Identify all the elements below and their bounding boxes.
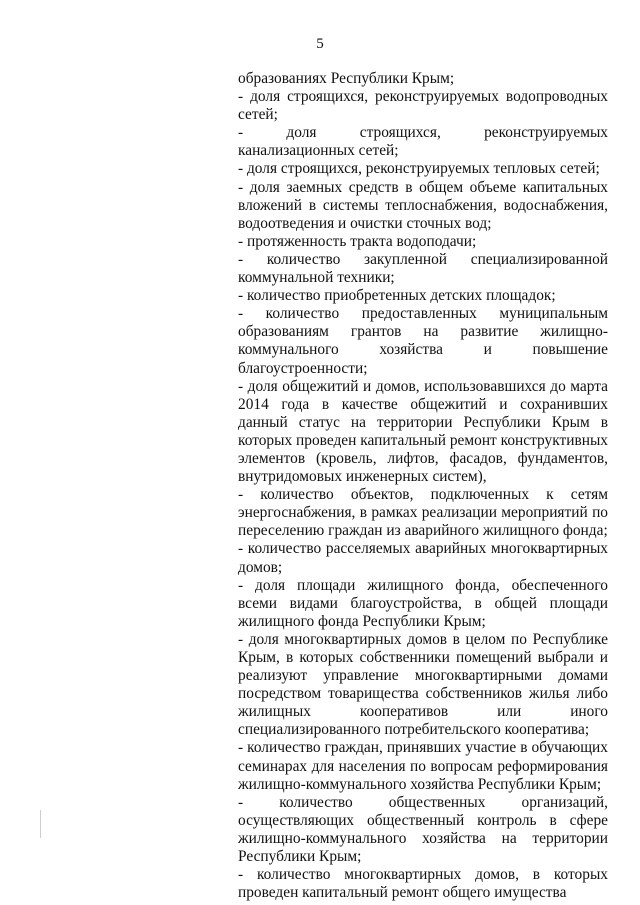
paragraph-3: - доля строящихся, реконструируемых канализационных сетей;: [238, 124, 608, 160]
paragraph-17: - количество многоквартирных домов, в которых проведен капитальный ремонт общего имущества: [238, 866, 608, 902]
paragraph-7: - количество закупленной специализированной коммунальной техники;: [238, 250, 608, 287]
paragraph-9: - количество предоставленных муниципальным образованиям грантов на развитие жилищно-коммунального хозяйства и повышение благоустроенности;: [238, 305, 608, 377]
paragraph-10: - доля общежитий и домов, использовавшихся до марта 2014 года в качестве общежитий и сохранивших данный статус на территории Республики Крым в которых проведен капитальный ремонт конструктивных элементов (кровель, лифтов, фасадов, фундаментов, внутридомовых инженерных систем),: [238, 377, 608, 486]
paragraph-12: - количество расселяемых аварийных многоквартирных домов;: [238, 540, 608, 576]
paragraph-16: - количество общественных организаций, осуществляющих общественный контроль в сфере жилищно-коммунального хозяйства на территории Республики Крым;: [238, 793, 608, 866]
page-number: 5: [316, 36, 324, 52]
paragraph-2: - доля строящихся, реконструируемых водопроводных сетей;: [238, 88, 608, 124]
paragraph-8: - количество приобретенных детских площадок;: [238, 287, 556, 305]
paragraph-13: - доля площади жилищного фонда, обеспеченного всеми видами благоустройства, в общей площади жилищного фонда Республики Крым;: [238, 576, 608, 630]
paragraph-4: - доля строящихся, реконструируемых тепловых сетей;: [238, 160, 600, 178]
paragraph-14: - доля многоквартирных домов в целом по Республике Крым, в которых собственники помещений выбрали и реализуют управление многоквартирными домами посредством товарищества собственников жилья либо жилищных кооперативов или иного специализированного потребительского кооператива;: [238, 630, 608, 739]
paragraph-1: образованиях Республики Крым;: [238, 70, 455, 87]
paragraph-5: - доля заемных средств в общем объеме капитальных вложений в системы теплоснабжения, водоснабжения, водоотведения и очистки сточных вод;: [238, 178, 608, 232]
paragraph-15: - количество граждан, принявших участие в обучающих семинарах для населения по вопросам реформирования жилищно-коммунального хозяйства Республики Крым;: [238, 739, 608, 793]
document-body: [238, 70, 608, 902]
scan-margin-mark: [40, 810, 41, 838]
paragraph-11: - количество объектов, подключенных к сетям энергоснабжения, в рамках реализации мероприятий по переселению граждан из аварийного жилищного фонда;: [238, 486, 608, 540]
paragraph-6: - протяженность тракта водоподачи;: [238, 232, 477, 250]
